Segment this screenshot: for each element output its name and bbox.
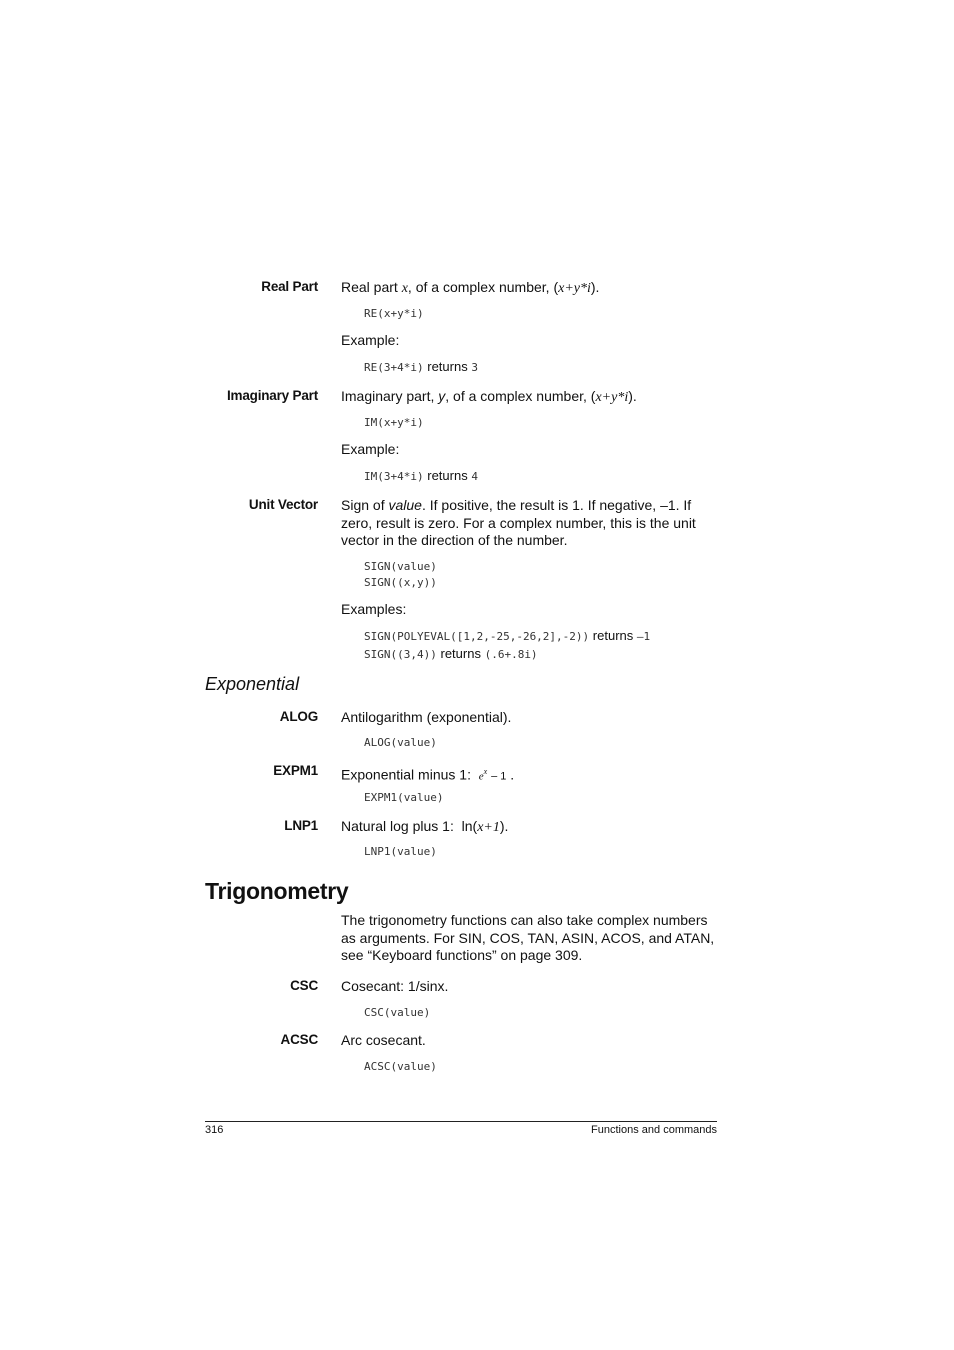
syntax-acsc: ACSC(value) — [364, 1060, 437, 1073]
math-minus-one: – 1 — [491, 770, 507, 783]
example-result: –1 — [636, 630, 651, 643]
var-value: value — [388, 497, 422, 513]
returns-word: returns — [427, 359, 468, 374]
example-label: Example: — [341, 441, 400, 457]
term-alog: ALOG — [279, 709, 318, 724]
example-code: IM(3+4*i) — [364, 470, 424, 483]
example-code: RE(3+4*i) — [364, 361, 424, 374]
example-result: 3 — [471, 361, 478, 374]
math-e: e — [478, 770, 484, 783]
desc-lnp1 — [341, 818, 721, 837]
math-close: ). — [499, 818, 509, 834]
term-imaginary-part: Imaginary Part — [227, 388, 318, 403]
section-heading-trigonometry: Trigonometry — [205, 878, 349, 904]
syntax-csc: CSC(value) — [364, 1006, 431, 1019]
desc-expm1 — [341, 763, 721, 786]
math-arg: x+1 — [477, 820, 500, 835]
examples-label: Examples: — [341, 601, 407, 617]
desc-real-part — [341, 279, 721, 298]
example-result: 4 — [471, 470, 478, 483]
term-expm1: EXPM1 — [273, 763, 318, 778]
math-exponent: x — [483, 767, 488, 776]
example-code: SIGN((3,4)) — [364, 648, 437, 661]
complex-expr: x+y*i — [558, 281, 591, 296]
math-end: . — [510, 766, 515, 783]
returns-word: returns — [592, 628, 634, 643]
var-x: x — [401, 281, 408, 296]
math-ln: ln( — [461, 818, 478, 834]
desc-text: , of a complex number, ( — [407, 279, 559, 295]
example-im — [364, 468, 478, 483]
footer-rule — [205, 1121, 717, 1122]
syntax-re: RE(x+y*i) — [364, 307, 424, 320]
desc-text: , of a complex number, ( — [445, 388, 596, 404]
term-real-part: Real Part — [261, 279, 318, 294]
example-re — [364, 359, 478, 374]
syntax-sign-2: SIGN((x,y)) — [364, 576, 437, 589]
desc-text: Natural log plus 1: — [341, 818, 454, 834]
returns-word: returns — [440, 646, 481, 661]
desc-imaginary-part — [341, 388, 721, 407]
section-heading-exponential: Exponential — [205, 674, 300, 694]
syntax-lnp1: LNP1(value) — [364, 845, 437, 858]
term-acsc: ACSC — [280, 1032, 318, 1047]
syntax-im: IM(x+y*i) — [364, 416, 424, 429]
page-number: 316 — [205, 1124, 224, 1136]
desc-unit-vector — [341, 497, 719, 550]
syntax-expm1: EXPM1(value) — [364, 791, 444, 804]
desc-text: Real part — [341, 279, 402, 295]
var-y: y — [438, 388, 446, 404]
desc-acsc: Arc cosecant. — [341, 1032, 426, 1048]
desc-text: . If positive, the result is 1. If negative, –1. If zero, result is zero. For a complex number, this is the unit vector in the direction of the number. — [341, 497, 696, 548]
desc-alog: Antilogarithm (exponential). — [341, 709, 512, 725]
desc-text: Imaginary part, — [341, 388, 439, 404]
footer-section: Functions and commands — [591, 1124, 717, 1136]
syntax-alog: ALOG(value) — [364, 736, 437, 749]
example-result: (.6+.8i) — [484, 648, 538, 661]
desc-text: Exponential minus 1: — [341, 766, 471, 783]
desc-text: Sign of — [341, 497, 389, 513]
desc-csc: Cosecant: 1/sinx. — [341, 978, 449, 994]
complex-expr: x+y*i — [595, 390, 629, 405]
syntax-sign-1: SIGN(value) — [364, 560, 437, 573]
term-csc: CSC — [290, 978, 318, 993]
example-sign-2 — [364, 646, 538, 661]
example-sign-1 — [364, 628, 650, 643]
returns-word: returns — [427, 468, 468, 483]
example-code: SIGN(POLYEVAL([1,2,-25,-26,2],-2)) — [364, 630, 590, 643]
desc-text: ). — [590, 279, 600, 295]
example-label: Example: — [341, 332, 400, 348]
term-unit-vector: Unit Vector — [248, 497, 318, 512]
term-lnp1: LNP1 — [284, 818, 318, 833]
desc-text: ). — [628, 388, 637, 404]
trig-intro: The trigonometry functions can also take complex numbers as arguments. For SIN, COS, TAN, ASIN, ACOS, and ATAN, see “Keyboard functions” on page 309. — [341, 912, 715, 963]
